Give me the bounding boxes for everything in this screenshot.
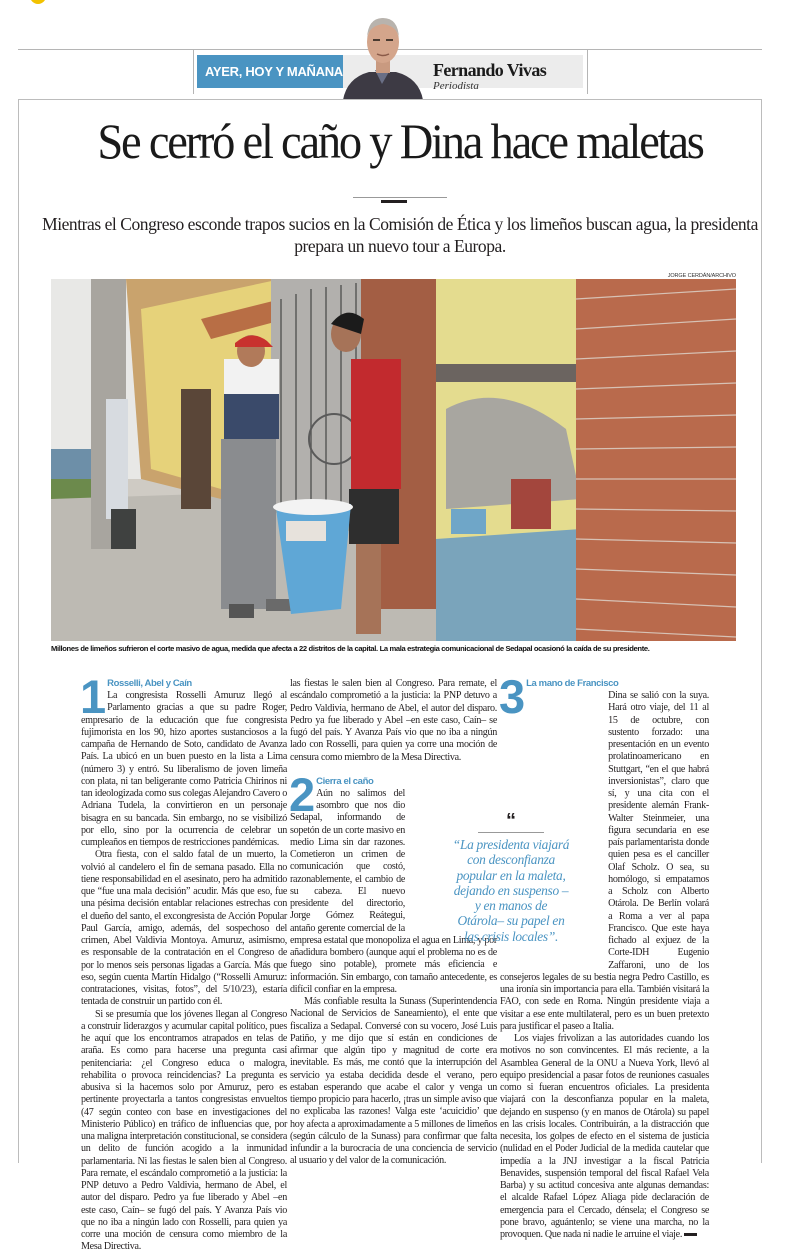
author-photo xyxy=(335,12,430,100)
section-3-paragraph-2 xyxy=(500,1033,709,1241)
photo-credit: JORGE CERDÁN/ARCHIVO xyxy=(667,273,736,279)
section-title-2: Cierra el caño xyxy=(316,775,374,787)
section-2-paragraph-1: Aún no salimos del asombro que nos dio Sedapal, informando de sopetón de un corte masivo en medio Lima sin dar razones. Cometieron un crimen de comunicación que costó, razonablemente, el cambio de su cabeza. El nuevo presidente del directorio, Jorge Gómez Reátegui, antaño gerente comercial de la empresa estatal que monopoliza el agua en Lima, y por añadidura bombero (aunque aquí el problema no es de fuego sino potable), promete más eficiencia e información. Sin embargo, con tamaño antecedente, es difícil confiar en la empresa. xyxy=(290,787,497,995)
section-title-1: Rosselli, Abel y Caín xyxy=(107,678,192,689)
section-title-3: La mano de Francisco xyxy=(526,678,619,689)
section-number-1: 1 xyxy=(80,670,105,723)
end-of-article-mark xyxy=(684,1233,697,1236)
section-number-3: 3 xyxy=(499,670,524,723)
section-3-paragraph-2-text: Los viajes frivolizan a las autoridades cuando los motivos no son convincentes. El más reciente, a la Asamblea General de la ONU a Nueva York, llevó al equipo presidencial a pasar fotos de reuniones casuales como si fueran encuentros oficiales. La presidenta viajará con la desconfianza popular en la maleta, dejando en suspenso (y en manos de Otárola) su papel en las crisis locales. Contribuirán, a la distracción que necesita, los golpes de efecto en el sistema de justicia (nulidad en el Poder Judicial de la medida cautelar que impedía a la JNJ investigar a la fiscal Patricia Benavides, suspensión temporal del fiscal Rafael Vela Barba) y su actitud concesiva ante algunas demandas: el alcalde Rafael López Aliaga pide declaración de emergencia para el Cercado, dénsela; el Congreso se pone bravo, aguántenlo; se viene una marcha, no la provoquen. Que nada ni nadie le arruine el viaje. xyxy=(500,1033,709,1240)
pullquote xyxy=(452,810,570,944)
section-tag: AYER, HOY Y MAÑANA xyxy=(197,55,343,88)
author-role: Periodista xyxy=(433,80,479,92)
main-photo xyxy=(51,279,736,641)
section-1-paragraph-3-continued: las fiestas le salen bien al Congreso. Para remate, el escándalo comprometió a la justicia: la PNP detuvo a Pedro Valdivia, hermano de Abel, el autor del disparo. Pedro ya fue liberado y Abel –en este caso, Caín– se fugó del país. Y Avanza País vio que no iba a ningún lado con Rosselli, para quien ya corre una moción de censura como miembro de la Mesa Directiva. xyxy=(290,678,497,763)
section-3-paragraph-1: Dina se salió con la suya. Hará otro viaje, del 11 al 15 de octubre, con sustento forzado: una presentación en un evento prolatinoamericano en Stuttgart, “en el que habrá inversionistas”, claro que sí, y una cita con el presidente alemán Frank-Walter Steinmeier, una figura secundaria en ese país parlamentarista donde quien pesa es el canciller Olaf Scholz. O sea, su homólogo, si empatamos a Scholz con Alberto Otárola. De Berlín volará a Roma a ver al papa Francisco. Que este haya fichado al exjuez de la Corte-IDH Eugenio Zaffaroni, uno de los consejeros legales de su bestia negra Pedro Castillo, es una ironía sin importancia para ella. También visitará la FAO, con sede en Roma. Ningún presidente viaja a visitar a ese ente multilateral, pero es un buen pretexto para justificar el paseo a Italia. xyxy=(500,690,709,1032)
subheadline: Mientras el Congreso esconde trapos sucios en la Comisión de Ética y los limeños buscan agua, la presidenta prepara un nuevo tour a Europa. xyxy=(42,214,758,256)
corner-decoration xyxy=(30,0,46,4)
section-2-paragraph-2: Más confiable resulta la Sunass (Superintendencia Nacional de Servicios de Saneamiento), el ente que fiscaliza a Sedapal. Conversé con su vocero, José Luis Patiño, y me dijo que sí están en condiciones de afirmar que algún tipo y magnitud de corte era inevitable. Es más, me contó que la interrupción del servicio ya estaba decidida desde el verano, pero estaban esperando que acabe el calor y venga un tiempo propicio para hacerlo, ¡tras un simple aviso que no explicaba las razones! Valga este ‘acuicidio’ que hoy afecta a aproximadamente a 5 millones de limeños (según cálculo de la Sunass) para confirmar que falta infundir a la burocracia de una conciencia de servicio al usuario y del valor de la comunicación. xyxy=(290,996,497,1167)
headline: Se cerró el caño y Dina hace maletas xyxy=(97,113,703,169)
article-column-1 xyxy=(80,670,287,1253)
section-1-paragraph-1: La congresista Rosselli Amuruz llegó al Parlamento gracias a que su padre Roger, empresario de la educación que fue congresista fujimorista en los 90, hizo aportes sustanciosos a la campaña de Hernando de Soto, candidato de Avanza País. La ubicó en un buen puesto en la lista a Lima (número 3) y entró. Su liberalismo de joven limeña con plata, ni tan beligerante como Patricia Chirinos ni tan ideologizada como sus colegas Alejandro Cavero o Adriana Tudela, la convirtieron en un personaje bisagra en su bancada. Sin embargo, no se visibilizó por ello, sino por la ocurrencia de celebrar un cumpleaños en tiempos de restricciones pandémicas. xyxy=(81,690,287,848)
author-name: Fernando Vivas xyxy=(433,60,547,80)
section-number-2: 2 xyxy=(289,767,314,821)
section-1-paragraph-3: Si se presumía que los jóvenes llegan al Congreso a construir liderazgos y acumular capital político, pues he aquí que los encontramos atrapados en telas de araña. Es como para hacerse una pregunta casi penitenciaria: ¿el Congreso educa o malogra, rehabilita o provoca reincidencias? La pregunta es abusiva si la hacemos solo por Amuruz, pero es pertinente proyectarla a tantos congresistas envueltos (47 según conteo con base en investigaciones del Ministerio Público) en tráfico de influencias que, por una maligna interpretación constitucional, se considera un delito de función acogido a la inmunidad parlamentaria. Ni las fiestas le salen bien al Congreso. Para remate, el escándalo comprometió a la justicia: la PNP detuvo a Pedro Valdivia, hermano de Abel, el autor del disparo. Pedro ya fue liberado y Abel –en este caso, Caín– se fugó del país. Y Avanza País vio que no iba a ningún lado con Rosselli, para quien ya corre una moción de censura como miembro de la Mesa Directiva. xyxy=(81,1008,287,1253)
article-column-3 xyxy=(499,670,709,1241)
section-1-paragraph-2: Otra fiesta, con el saldo fatal de un muerto, la volvió al candelero el fin de semana pasado. Ella no tiene responsabilidad en el asesinato, pero ha admitido que “fue una mala decisión” acudir. Más que eso, fue una pésima decisión entablar relaciones estrechas con el dueño del santo, el excongresista de Acción Popular Paul García, amigo, además, del sospechoso del crimen, Abel Valdivia Montoya. Amuruz, asimismo, es responsable de la contratación en el Congreso de por lo menos seis personas ligadas a García. Más que eso, según cuenta Martín Hidalgo (“Rosselli Amuruz: contrataciones, visitas, fotos”, del 5/10/23), estaría tentada de construir un partido con él. xyxy=(81,849,287,1008)
pullquote-text: “La presidenta viajará con desconfianza popular en la maleta, dejando en suspenso –y en manos de Otárola– su papel en las crisis locales”. xyxy=(452,837,570,944)
photo-caption: Millones de limeños sufrieron el corte masivo de agua, medida que afecta a 22 distritos de la capital. La mala estrategia comunicacional de Sedapal ocasionó la caída de su presidente. xyxy=(51,644,650,653)
pullquote-rule xyxy=(478,832,544,833)
headline-divider-mark xyxy=(381,200,407,203)
quote-icon: “ xyxy=(506,810,516,832)
headline-divider xyxy=(353,197,447,198)
